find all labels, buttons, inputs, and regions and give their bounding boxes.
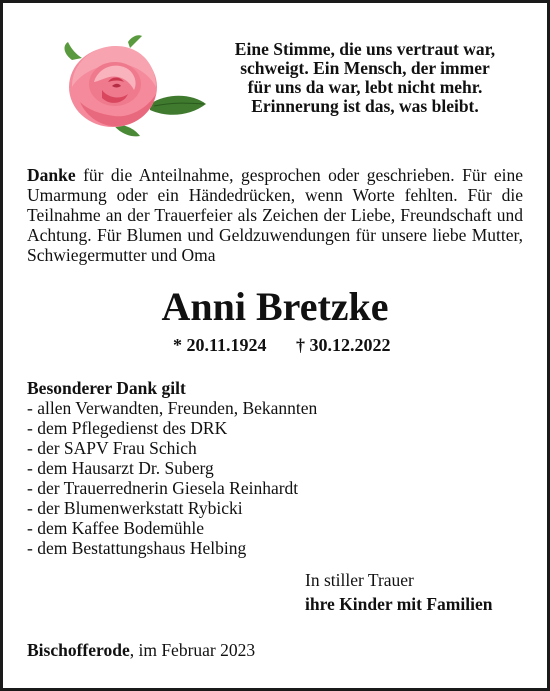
- thanks-text: für die Anteilnahme, gesprochen oder geschrieben. Für eine Umarmung oder ein Händedrücken, wenn Worte fehlten. Für die Teilnahme an der Trauerfeier als Zeichen der Liebe, Freundschaft und Achtung. Für Blumen und Geldzuwendungen für unsere liebe Mutter, Schwiegermutter und Oma: [27, 165, 523, 265]
- place-date: [27, 640, 255, 660]
- list-item: - der SAPV Frau Schich: [27, 438, 197, 458]
- special-thanks-list: [27, 398, 507, 558]
- list-item: - dem Kaffee Bodemühle: [27, 518, 205, 538]
- thanks-lead: Danke: [27, 165, 76, 185]
- special-thanks: [27, 378, 507, 558]
- list-item: - der Trauerrednerin Giesela Reinhardt: [27, 478, 299, 498]
- family-signature: ihre Kinder mit Familien: [305, 594, 493, 614]
- thanks-paragraph: [27, 165, 523, 265]
- special-thanks-heading: Besonderer Dank gilt: [27, 378, 186, 398]
- rose-image: [58, 32, 208, 142]
- list-item: - dem Hausarzt Dr. Suberg: [27, 458, 214, 478]
- list-item: - dem Bestattungshaus Helbing: [27, 538, 247, 558]
- list-item: - allen Verwandten, Freunden, Bekannten: [27, 398, 318, 418]
- place-month: , im Februar 2023: [129, 640, 256, 660]
- quote-line: schweigt. Ein Mensch, der immer: [240, 58, 490, 78]
- birth-date: * 20.11.1924: [173, 335, 267, 355]
- quote-line: Erinnerung ist das, was bleibt.: [251, 96, 479, 116]
- mourning-line: In stiller Trauer: [305, 570, 414, 590]
- list-item: - dem Pflegedienst des DRK: [27, 418, 228, 438]
- list-item: - der Blumenwerkstatt Rybicki: [27, 498, 243, 518]
- quote-line: für uns da war, lebt nicht mehr.: [247, 77, 483, 97]
- mourning-signature: [305, 568, 492, 616]
- death-date: † 30.12.2022: [296, 335, 391, 355]
- quote-line: Eine Stimme, die uns vertraut war,: [234, 39, 496, 59]
- place-town: Bischofferode: [27, 640, 130, 660]
- memorial-quote: [205, 40, 525, 116]
- deceased-name: Anni Bretzke: [161, 284, 389, 329]
